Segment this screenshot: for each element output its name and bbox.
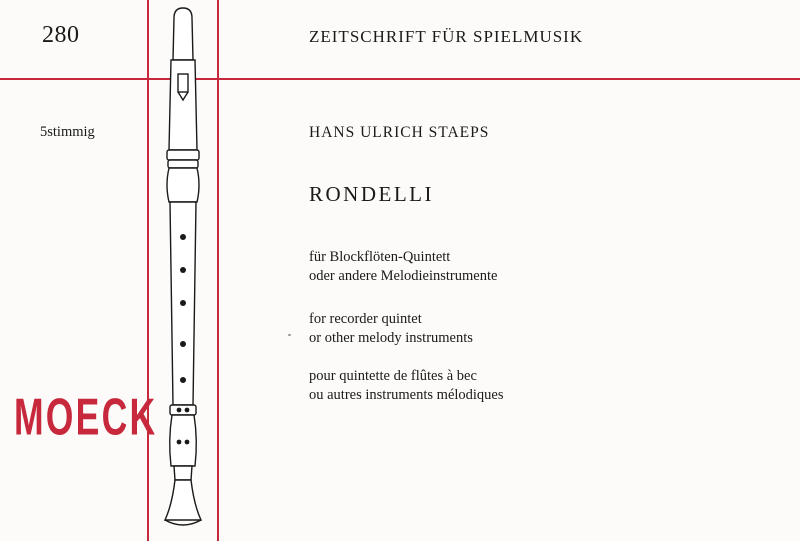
description-line: pour quintette de flûtes à bec — [309, 368, 477, 384]
red-rule-vertical-right — [217, 0, 219, 541]
description-line: ou autres instruments mélodiques — [309, 387, 504, 403]
composer-name: HANS ULRICH STAEPS — [309, 124, 490, 141]
work-title: RONDELLI — [309, 182, 434, 206]
publisher-logo: MOECK — [14, 389, 158, 447]
recorder-icon — [152, 0, 214, 541]
description-english — [309, 310, 473, 348]
paper-speck — [288, 334, 291, 336]
red-rule-horizontal — [0, 78, 800, 80]
issue-number: 280 — [42, 22, 80, 48]
description-line: or other melody instruments — [309, 330, 473, 346]
description-line: for recorder quintet — [309, 311, 422, 327]
voices-label: 5stimmig — [40, 124, 95, 140]
description-german — [309, 248, 497, 286]
description-line: für Blockflöten-Quintett — [309, 249, 451, 265]
description-french — [309, 367, 504, 405]
red-rule-vertical-left — [147, 0, 149, 541]
description-line: oder andere Melodieinstrumente — [309, 268, 498, 284]
series-title: ZEITSCHRIFT FÜR SPIELMUSIK — [309, 27, 584, 46]
